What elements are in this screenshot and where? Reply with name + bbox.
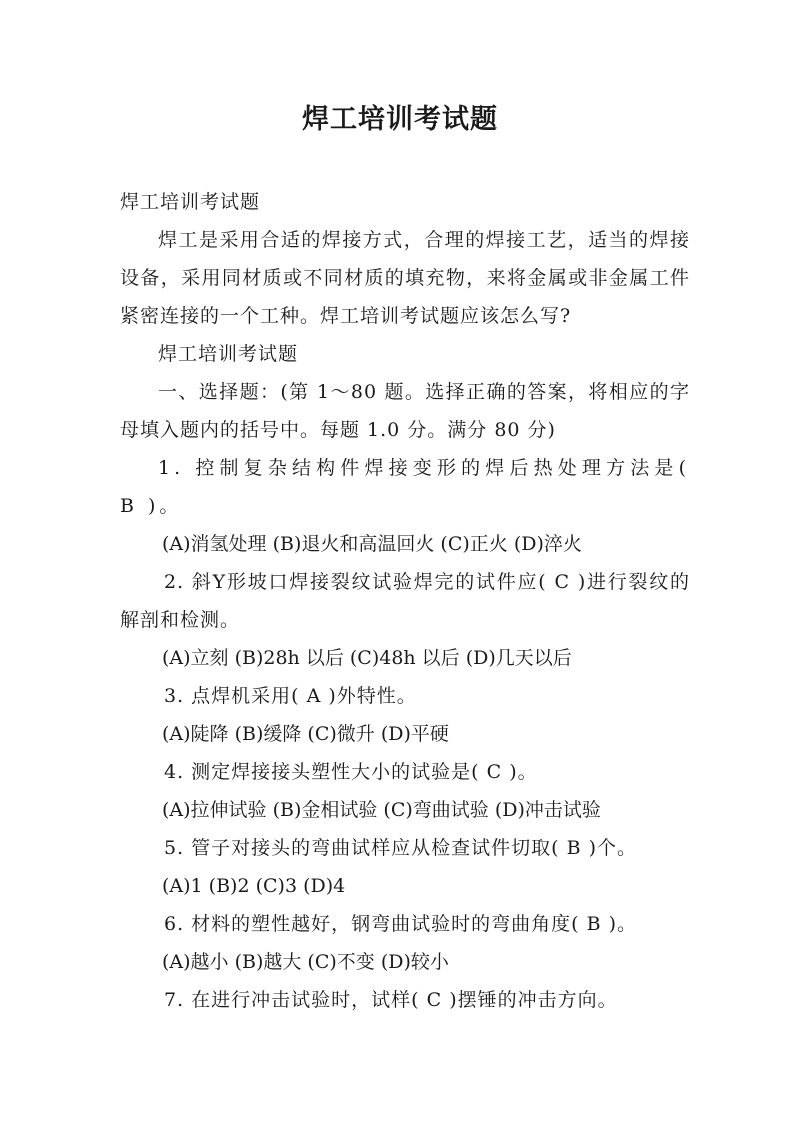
options-3: (A)陡降 (B)缓降 (C)微升 (D)平硬 xyxy=(162,723,449,745)
intro-paragraph: 焊工是采用合适的焊接方式，合理的焊接工艺，适当的焊接设备，采用同材质或不同材质的填充物，来将金属或非金属工件紧密连接的一个工种。焊工培训考试题应该怎么写? xyxy=(120,229,690,327)
section-heading: 焊工培训考试题 xyxy=(120,191,261,213)
instructions-paragraph: 一、选择题：(第 1～80 题。选择正确的答案，将相应的字母填入题内的括号中。每题 1.0 分。满分 80 分) xyxy=(120,381,690,441)
subheading: 焊工培训考试题 xyxy=(158,343,299,365)
question-1: 1. 控制复杂结构件焊接变形的焊后热处理方法是( B )。 xyxy=(120,457,690,517)
document-body xyxy=(120,183,690,1019)
options-2: (A)立刻 (B)28h 以后 (C)48h 以后 (D)几天以后 xyxy=(162,647,572,669)
question-7: 7. 在进行冲击试验时，试样( C )摆锤的冲击方向。 xyxy=(164,989,618,1011)
page-title: 焊工培训考试题 xyxy=(302,104,498,135)
options-5: (A)1 (B)2 (C)3 (D)4 xyxy=(162,875,346,897)
question-4: 4. 测定焊接接头塑性大小的试验是( C )。 xyxy=(164,761,538,783)
question-3: 3. 点焊机采用( A )外特性。 xyxy=(164,685,417,707)
options-4: (A)拉伸试验 (B)金相试验 (C)弯曲试验 (D)冲击试验 xyxy=(162,799,601,821)
options-6: (A)越小 (B)越大 (C)不变 (D)较小 xyxy=(162,951,449,973)
options-1: (A)消氢处理 (B)退火和高温回火 (C)正火 (D)淬火 xyxy=(162,533,582,555)
question-6: 6. 材料的塑性越好，钢弯曲试验时的弯曲角度( B )。 xyxy=(164,913,638,935)
question-2: 2. 斜Y形坡口焊接裂纹试验焊完的试件应( C )进行裂纹的解剖和检测。 xyxy=(120,571,690,631)
question-5: 5. 管子对接头的弯曲试样应从检查试件切取( B )个。 xyxy=(164,837,638,859)
